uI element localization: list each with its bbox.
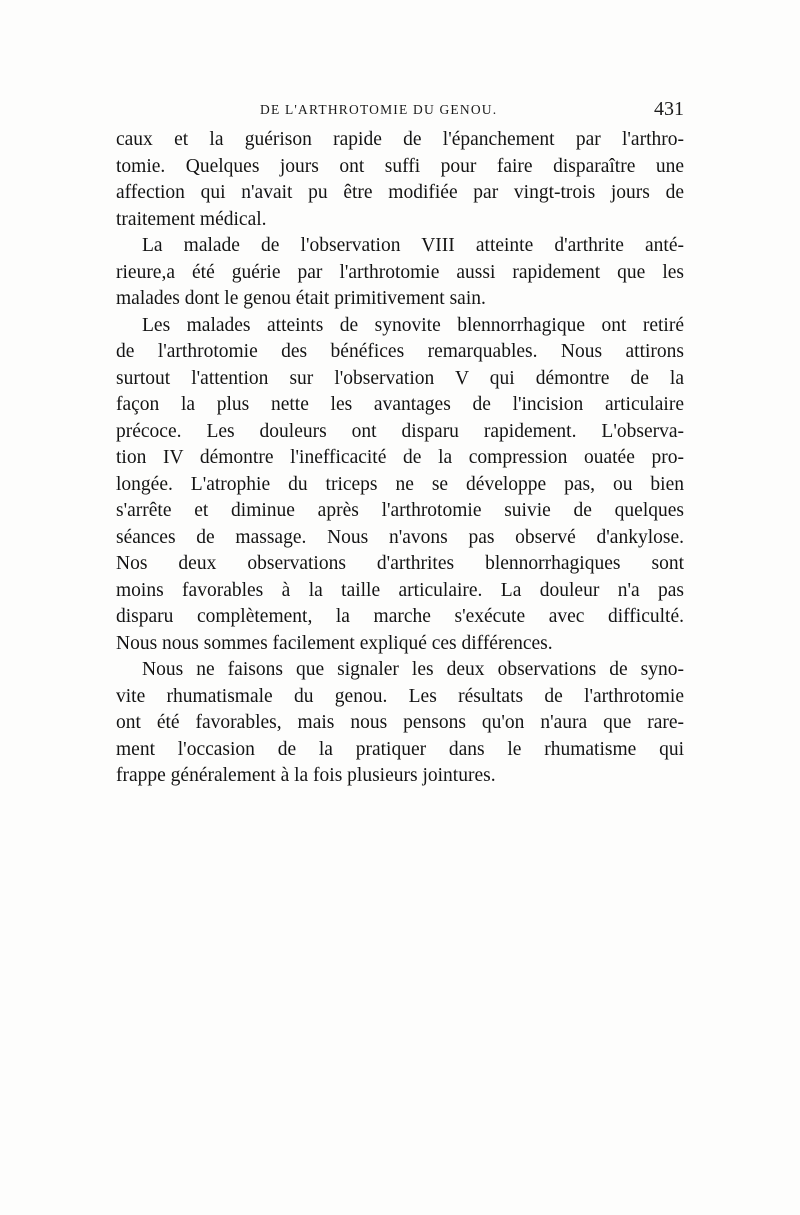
text-line: longée. L'atrophie du triceps ne se développe pas, ou bien xyxy=(116,473,684,495)
text-line: Nos deux observations d'arthrites blennorrhagiques sont xyxy=(116,553,684,574)
text-line: rieure,a été guérie par l'arthrotomie aussi rapidement que les xyxy=(116,261,684,283)
text-line: caux et la guérison rapide de l'épanchement par l'arthro- xyxy=(116,129,684,150)
text-line: moins favorables à la taille articulaire. La douleur n'a pas xyxy=(116,579,684,601)
text-line: vite rhumatismale du genou. Les résultats de l'arthrotomie xyxy=(116,685,684,707)
body-text xyxy=(116,127,684,790)
text-line: surtout l'attention sur l'observation V qui démontre de la xyxy=(116,367,684,389)
text-line: s'arrête et diminue après l'arthrotomie suivie de quelques xyxy=(116,500,684,521)
text-line: Les malades atteints de synovite blennorrhagique ont retiré xyxy=(142,314,684,336)
text-line: La malade de l'observation VIII atteinte d'arthrite anté- xyxy=(142,235,684,256)
text-line: précoce. Les douleurs ont disparu rapidement. L'observa- xyxy=(116,420,684,442)
text-line: frappe généralement à la fois plusieurs jointures. xyxy=(116,765,496,786)
text-line: ment l'occasion de la pratiquer dans le rhumatisme qui xyxy=(116,738,684,760)
paragraph-1 xyxy=(116,127,684,233)
running-title: DE L'ARTHROTOMIE DU GENOU. xyxy=(260,102,498,117)
text-line: affection qui n'avait pu être modifiée par vingt-trois jours de xyxy=(116,182,684,203)
text-line: Nous nous sommes facilement expliqué ces différences. xyxy=(116,632,553,654)
paragraph-2 xyxy=(116,233,684,313)
text-line: disparu complètement, la marche s'exécute avec difficulté. xyxy=(116,606,684,627)
text-line: traitement médical. xyxy=(116,208,267,230)
paragraph-4 xyxy=(116,657,684,790)
text-line: de l'arthrotomie des bénéfices remarquables. Nous attirons xyxy=(116,341,684,362)
text-line: tion IV démontre l'inefficacité de la compression ouatée pro- xyxy=(116,447,684,468)
text-line: séances de massage. Nous n'avons pas observé d'ankylose. xyxy=(116,526,684,548)
text-line: façon la plus nette les avantages de l'incision articulaire xyxy=(116,394,684,415)
paragraph-3 xyxy=(116,313,684,658)
running-head xyxy=(116,98,684,126)
text-line: malades dont le genou était primitivement sain. xyxy=(116,288,486,309)
text-line: tomie. Quelques jours ont suffi pour faire disparaître une xyxy=(116,155,684,177)
page-number: 431 xyxy=(654,98,684,120)
text-line: ont été favorables, mais nous pensons qu'on n'aura que rare- xyxy=(116,712,684,733)
text-line: Nous ne faisons que signaler les deux observations de syno- xyxy=(142,659,684,680)
